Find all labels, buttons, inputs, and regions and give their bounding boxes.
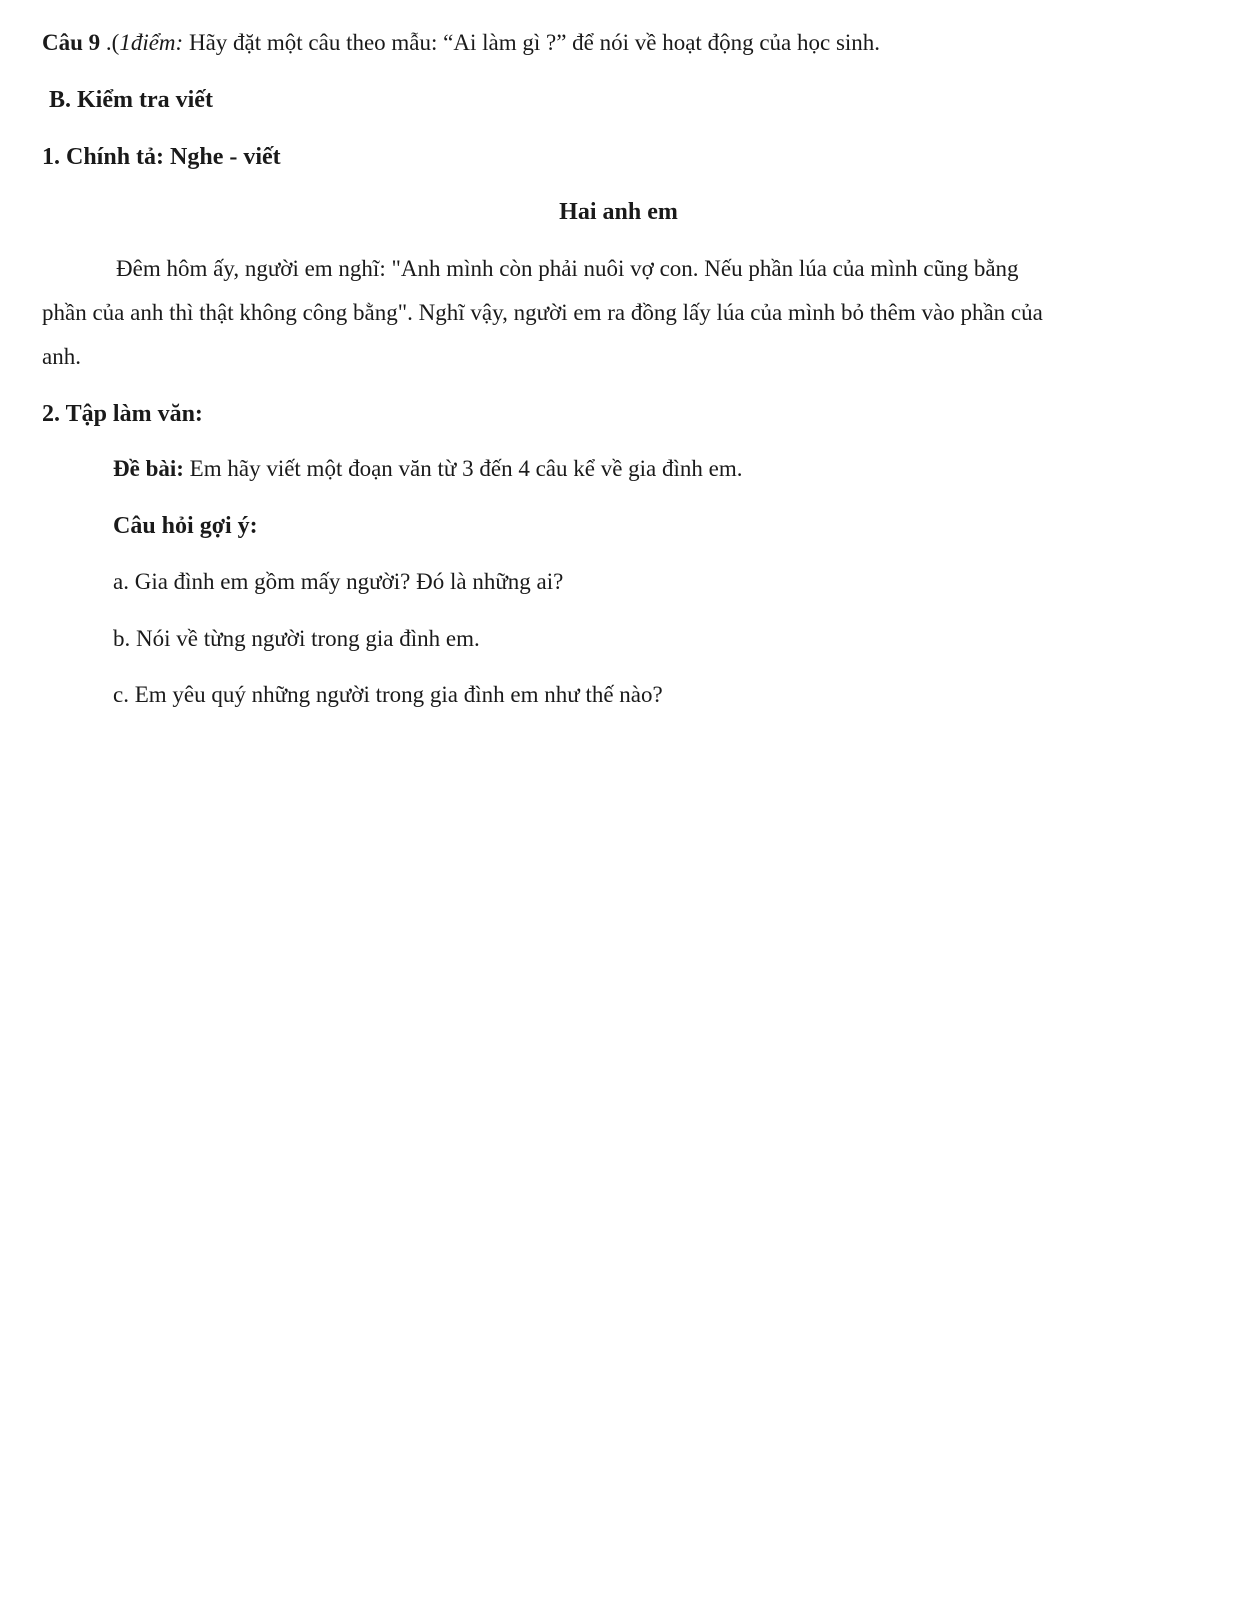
question-9-text: Hãy đặt một câu theo mẫu: “Ai làm gì ?” để nói về hoạt động của học sinh.: [183, 30, 881, 55]
dictation-title: Hai anh em: [559, 199, 678, 225]
dictation-line: anh.: [42, 344, 81, 369]
question-9: [42, 31, 880, 54]
question-9-label: Câu 9: [42, 30, 101, 55]
composition-topic: [113, 457, 743, 480]
dictation-line: phần của anh thì thật không công bằng". Nghĩ vậy, người em ra đồng lấy lúa của mình bỏ thêm vào phần của: [42, 300, 1043, 325]
dictation-line: Đêm hôm ấy, người em nghĩ: "Anh mình còn phải nuôi vợ con. Nếu phần lúa của mình cũng bằng: [116, 256, 1019, 281]
hint-item: c. Em yêu quý những người trong gia đình em như thế nào?: [113, 682, 663, 707]
hint-item: a. Gia đình em gồm mấy người? Đó là những ai?: [113, 569, 564, 594]
topic-text: Em hãy viết một đoạn văn từ 3 đến 4 câu kể về gia đình em.: [183, 456, 743, 481]
question-9-points: 1điểm:: [119, 30, 184, 55]
question-9-separator: .(: [100, 30, 120, 55]
section-b-title: B. Kiểm tra viết: [49, 87, 213, 113]
hints-heading: Câu hỏi gợi ý:: [113, 513, 258, 539]
dictation-heading: 1. Chính tả: Nghe - viết: [42, 144, 281, 170]
topic-label: Đề bài:: [113, 456, 184, 481]
composition-heading: 2. Tập làm văn:: [42, 401, 203, 427]
hint-item: b. Nói về từng người trong gia đình em.: [113, 626, 480, 651]
